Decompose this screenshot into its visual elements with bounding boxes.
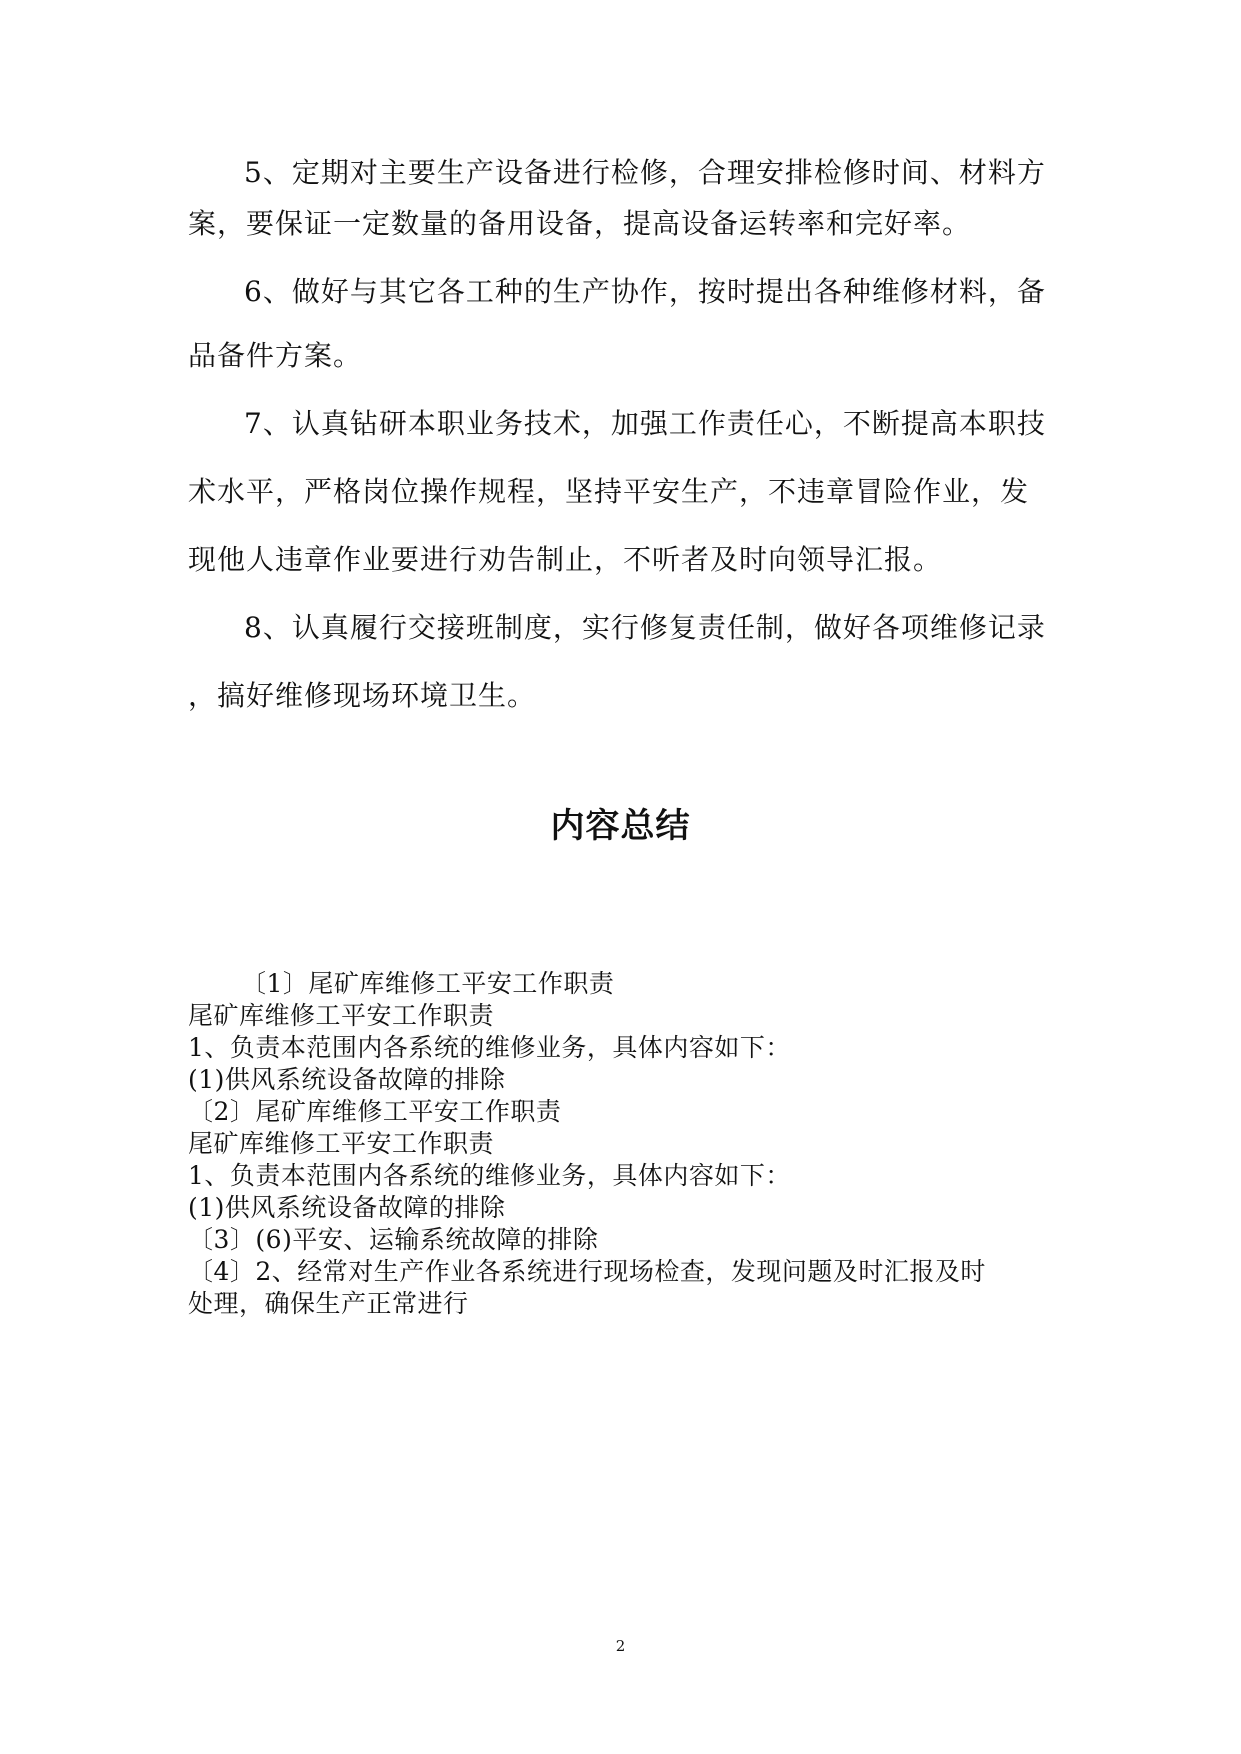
summary-line: 1、负责本范围内各系统的维修业务，具体内容如下： [188,1033,791,1062]
summary-line: 〔4〕2、经常对生产作业各系统进行现场检查，发现问题及时汇报及时 [188,1257,986,1286]
body-line: 品备件方案。 [188,339,363,372]
body-line: 现他人违章作业要进行劝告制止，不听者及时向领导汇报。 [188,543,943,576]
body-line: 5、定期对主要生产设备进行检修，合理安排检修时间、材料方 [244,156,1046,189]
summary-line: (1)供风系统设备故障的排除 [188,1065,506,1094]
summary-line: 〔1〕尾矿库维修工平安工作职责 [241,969,615,998]
body-line: 8、认真履行交接班制度，实行修复责任制，做好各项维修记录 [244,611,1046,644]
summary-line: 〔2〕尾矿库维修工平安工作职责 [188,1097,562,1126]
summary-line: (1)供风系统设备故障的排除 [188,1193,506,1222]
summary-line: 1、负责本范围内各系统的维修业务，具体内容如下： [188,1161,791,1190]
summary-line: 尾矿库维修工平安工作职责 [188,1001,495,1030]
summary-line: 处理，确保生产正常进行 [188,1289,469,1318]
page-number: 2 [615,1637,626,1655]
body-line: 6、做好与其它各工种的生产协作，按时提出各种维修材料，备 [244,275,1046,308]
body-line: 术水平，严格岗位操作规程，坚持平安生产，不违章冒险作业，发 [188,475,1030,508]
body-line: 7、认真钻研本职业务技术，加强工作责任心，不断提高本职技 [244,407,1046,440]
summary-heading: 内容总结 [550,806,691,846]
summary-line: 尾矿库维修工平安工作职责 [188,1129,495,1158]
body-line: ，搞好维修现场环境卫生。 [188,679,537,712]
summary-line: 〔3〕(6)平安、运输系统故障的排除 [188,1225,599,1254]
body-line: 案，要保证一定数量的备用设备，提高设备运转率和完好率。 [188,207,972,240]
